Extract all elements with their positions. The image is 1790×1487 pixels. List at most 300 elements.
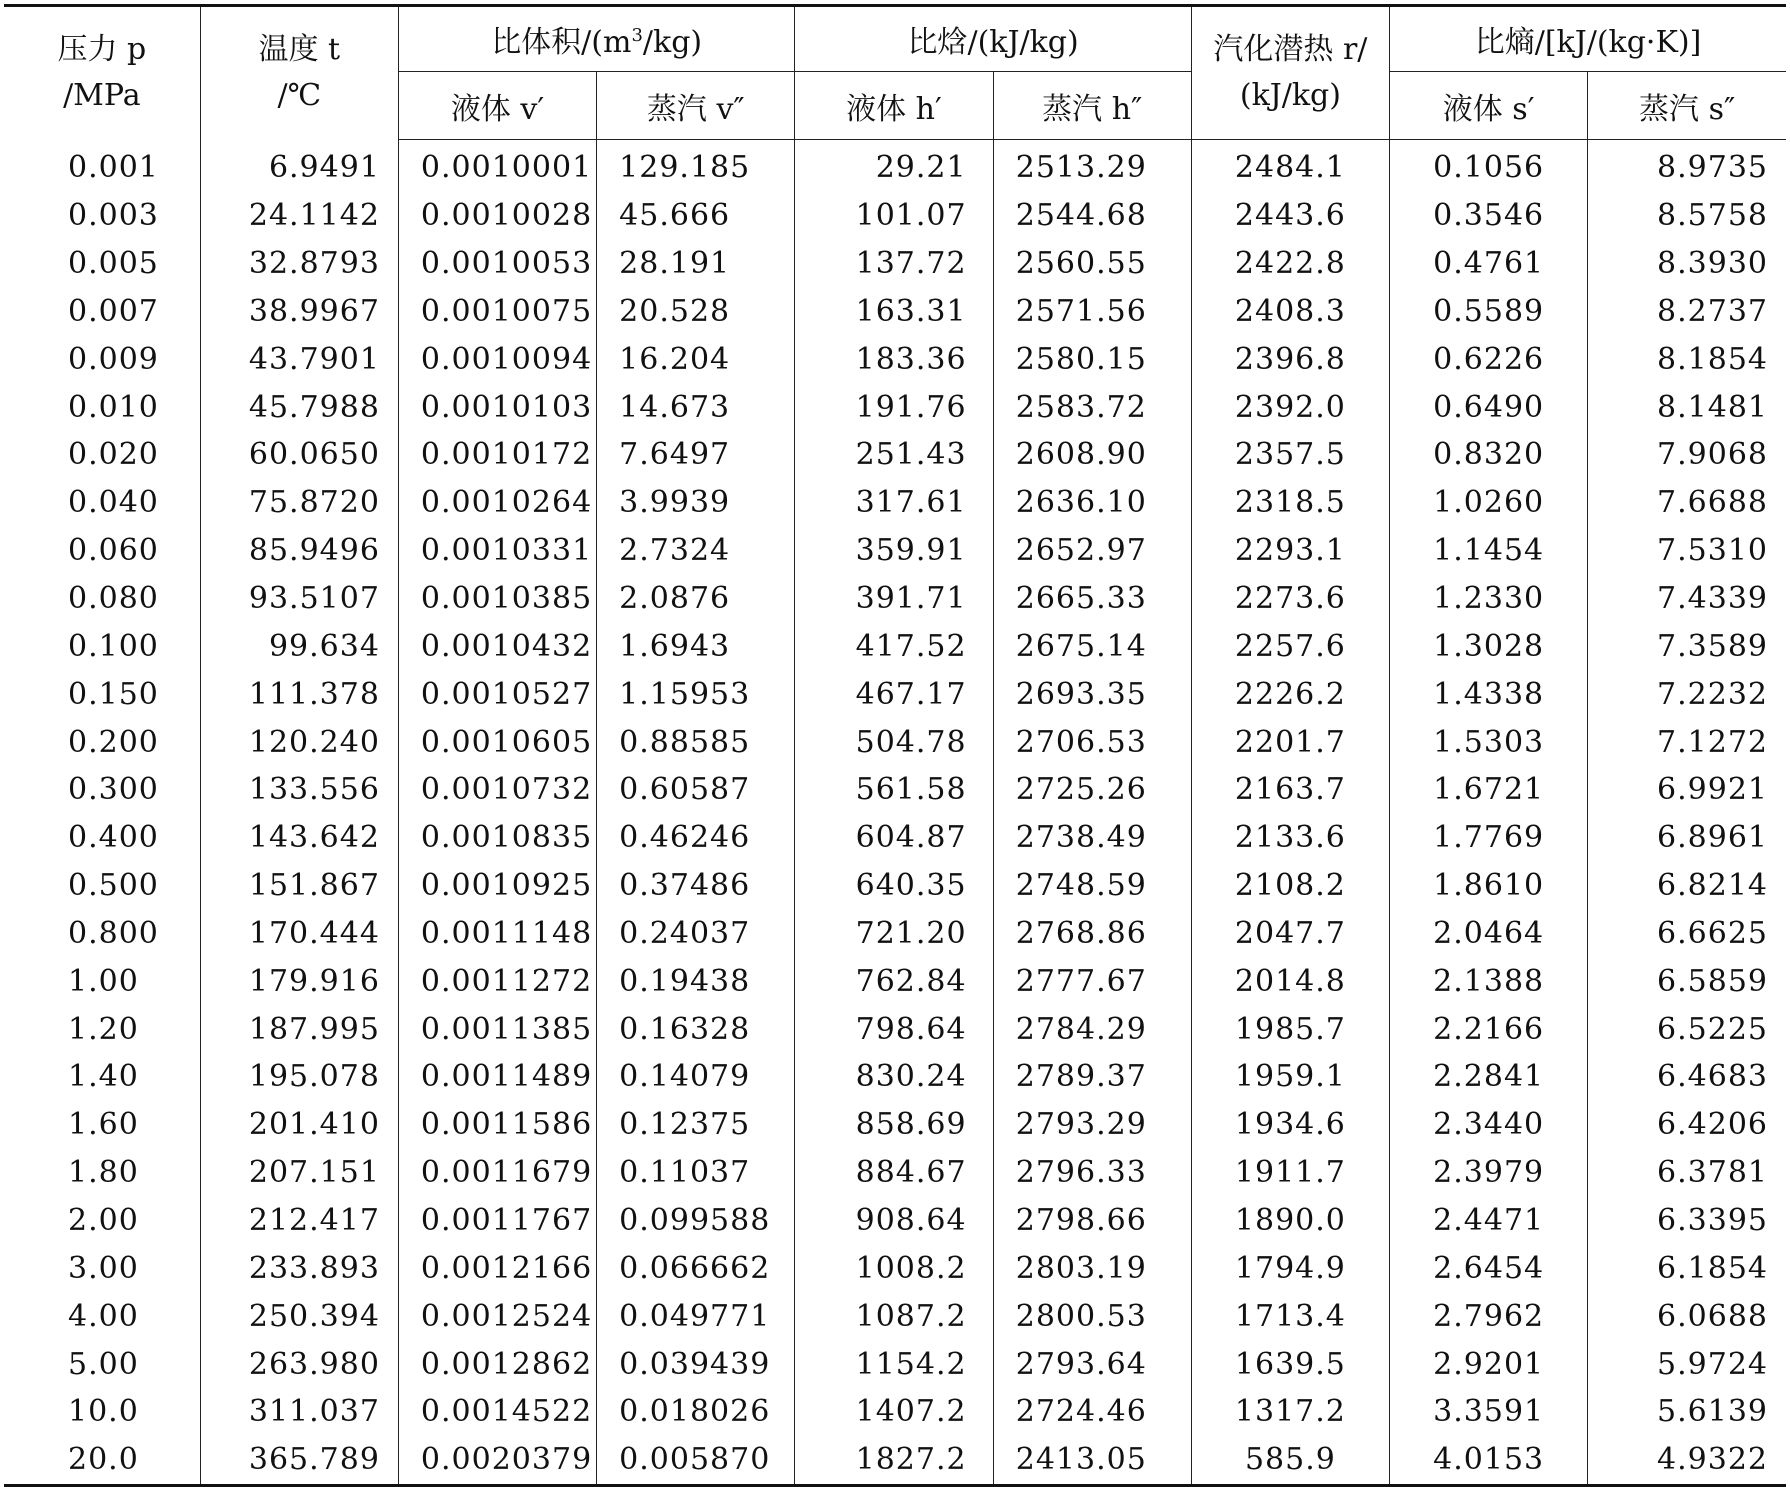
cell-vapor-v: 0.14079 xyxy=(597,1053,795,1101)
cell-temperature: 43.7901 xyxy=(200,335,398,383)
cell-vapor-v: 0.005870 xyxy=(597,1436,795,1485)
cell-liquid-s: 1.3028 xyxy=(1390,622,1588,670)
cell-vapor-h: 2580.15 xyxy=(993,335,1191,383)
cell-pressure: 0.001 xyxy=(4,140,200,192)
cell-liquid-h: 908.64 xyxy=(795,1197,993,1245)
table-row xyxy=(4,383,1786,431)
table-row xyxy=(4,1244,1786,1292)
cell-liquid-h: 467.17 xyxy=(795,670,993,718)
table-row xyxy=(4,575,1786,623)
cell-pressure: 0.003 xyxy=(4,192,200,240)
cell-latent-heat: 2226.2 xyxy=(1191,670,1389,718)
table-row xyxy=(4,910,1786,958)
cell-liquid-h: 317.61 xyxy=(795,479,993,527)
table-row xyxy=(4,1101,1786,1149)
cell-temperature: 207.151 xyxy=(200,1149,398,1197)
cell-vapor-s: 6.8961 xyxy=(1588,814,1786,862)
cell-vapor-s: 8.3930 xyxy=(1588,240,1786,288)
cell-pressure: 0.150 xyxy=(4,670,200,718)
cell-vapor-h: 2675.14 xyxy=(993,622,1191,670)
cell-temperature: 93.5107 xyxy=(200,575,398,623)
table-row xyxy=(4,431,1786,479)
cell-vapor-v: 0.37486 xyxy=(597,862,795,910)
cell-latent-heat: 2443.6 xyxy=(1191,192,1389,240)
cell-vapor-v: 0.039439 xyxy=(597,1340,795,1388)
cell-vapor-s: 7.4339 xyxy=(1588,575,1786,623)
table-row xyxy=(4,192,1786,240)
cell-vapor-s: 7.2232 xyxy=(1588,670,1786,718)
cell-temperature: 179.916 xyxy=(200,957,398,1005)
cell-latent-heat: 2163.7 xyxy=(1191,766,1389,814)
cell-liquid-s: 2.3979 xyxy=(1390,1149,1588,1197)
header-vapor-v: 蒸汽 v″ xyxy=(597,72,795,140)
cell-vapor-s: 6.4206 xyxy=(1588,1101,1786,1149)
header-latent-heat xyxy=(1191,6,1389,140)
cell-liquid-v: 0.0010103 xyxy=(398,383,596,431)
cell-pressure: 0.080 xyxy=(4,575,200,623)
cell-vapor-v: 0.12375 xyxy=(597,1101,795,1149)
cell-temperature: 187.995 xyxy=(200,1005,398,1053)
cell-liquid-h: 884.67 xyxy=(795,1149,993,1197)
header-pressure-line1: 压力 p xyxy=(57,32,147,68)
cell-pressure: 1.20 xyxy=(4,1005,200,1053)
table-body xyxy=(4,140,1786,1486)
cell-latent-heat: 1985.7 xyxy=(1191,1005,1389,1053)
cell-latent-heat: 2408.3 xyxy=(1191,288,1389,336)
cell-vapor-h: 2777.67 xyxy=(993,957,1191,1005)
header-temperature-line1: 温度 t xyxy=(258,32,341,68)
cell-liquid-v: 0.0012862 xyxy=(398,1340,596,1388)
cell-vapor-v: 28.191 xyxy=(597,240,795,288)
table-row xyxy=(4,1436,1786,1485)
cell-vapor-s: 8.1481 xyxy=(1588,383,1786,431)
cell-temperature: 111.378 xyxy=(200,670,398,718)
cell-pressure: 0.500 xyxy=(4,862,200,910)
cell-liquid-s: 2.1388 xyxy=(1390,957,1588,1005)
cell-latent-heat: 2257.6 xyxy=(1191,622,1389,670)
header-pressure-line2: /MPa xyxy=(63,78,141,114)
cell-pressure: 0.400 xyxy=(4,814,200,862)
cell-vapor-h: 2583.72 xyxy=(993,383,1191,431)
cell-vapor-s: 6.1854 xyxy=(1588,1244,1786,1292)
header-entropy: 比熵/[kJ/(kg·K)] xyxy=(1390,6,1786,72)
cell-latent-heat: 2318.5 xyxy=(1191,479,1389,527)
cell-vapor-h: 2665.33 xyxy=(993,575,1191,623)
header-liquid-s: 液体 s′ xyxy=(1390,72,1588,140)
cell-vapor-s: 8.9735 xyxy=(1588,140,1786,192)
header-latent-heat-line1: 汽化潜热 r/ xyxy=(1213,32,1368,67)
table-header xyxy=(4,6,1786,140)
cell-liquid-s: 2.4471 xyxy=(1390,1197,1588,1245)
table-row xyxy=(4,766,1786,814)
table-row xyxy=(4,288,1786,336)
cell-temperature: 38.9967 xyxy=(200,288,398,336)
cell-liquid-s: 1.7769 xyxy=(1390,814,1588,862)
cell-pressure: 0.100 xyxy=(4,622,200,670)
cell-latent-heat: 1639.5 xyxy=(1191,1340,1389,1388)
cell-pressure: 2.00 xyxy=(4,1197,200,1245)
cell-liquid-h: 1827.2 xyxy=(795,1436,993,1485)
cell-vapor-h: 2724.46 xyxy=(993,1388,1191,1436)
cell-temperature: 195.078 xyxy=(200,1053,398,1101)
cell-liquid-h: 762.84 xyxy=(795,957,993,1005)
cell-liquid-h: 137.72 xyxy=(795,240,993,288)
cell-liquid-v: 0.0020379 xyxy=(398,1436,596,1485)
cell-vapor-s: 8.1854 xyxy=(1588,335,1786,383)
saturated-steam-table xyxy=(4,4,1786,1487)
header-enthalpy: 比焓/(kJ/kg) xyxy=(795,6,1191,72)
cell-vapor-s: 7.3589 xyxy=(1588,622,1786,670)
cell-latent-heat: 2396.8 xyxy=(1191,335,1389,383)
cell-vapor-h: 2793.64 xyxy=(993,1340,1191,1388)
header-specific-volume-label: 比体积/(m xyxy=(491,25,632,60)
cell-pressure: 3.00 xyxy=(4,1244,200,1292)
table-row xyxy=(4,1340,1786,1388)
cell-pressure: 1.40 xyxy=(4,1053,200,1101)
cell-temperature: 263.980 xyxy=(200,1340,398,1388)
cell-liquid-h: 721.20 xyxy=(795,910,993,958)
cell-liquid-v: 0.0010094 xyxy=(398,335,596,383)
cell-vapor-s: 5.6139 xyxy=(1588,1388,1786,1436)
cell-liquid-v: 0.0010835 xyxy=(398,814,596,862)
cell-temperature: 170.444 xyxy=(200,910,398,958)
cell-liquid-s: 0.4761 xyxy=(1390,240,1588,288)
cell-liquid-h: 640.35 xyxy=(795,862,993,910)
cell-temperature: 99.634 xyxy=(200,622,398,670)
header-temperature-line2: /℃ xyxy=(277,78,322,114)
cell-vapor-v: 2.7324 xyxy=(597,527,795,575)
table-row xyxy=(4,527,1786,575)
cell-pressure: 0.300 xyxy=(4,766,200,814)
cell-liquid-v: 0.0010172 xyxy=(398,431,596,479)
cell-liquid-h: 417.52 xyxy=(795,622,993,670)
cell-latent-heat: 1911.7 xyxy=(1191,1149,1389,1197)
cell-temperature: 6.9491 xyxy=(200,140,398,192)
cell-vapor-h: 2796.33 xyxy=(993,1149,1191,1197)
cell-liquid-v: 0.0010075 xyxy=(398,288,596,336)
header-liquid-h: 液体 h′ xyxy=(795,72,993,140)
cell-liquid-h: 1008.2 xyxy=(795,1244,993,1292)
cell-vapor-v: 0.19438 xyxy=(597,957,795,1005)
cell-liquid-v: 0.0012166 xyxy=(398,1244,596,1292)
cell-vapor-v: 1.6943 xyxy=(597,622,795,670)
table-row xyxy=(4,335,1786,383)
cell-liquid-s: 2.9201 xyxy=(1390,1340,1588,1388)
cell-liquid-s: 4.0153 xyxy=(1390,1436,1588,1485)
table-row xyxy=(4,479,1786,527)
cell-latent-heat: 1713.4 xyxy=(1191,1292,1389,1340)
cell-latent-heat: 2201.7 xyxy=(1191,718,1389,766)
header-specific-volume xyxy=(398,6,794,72)
table-row xyxy=(4,718,1786,766)
cell-vapor-h: 2413.05 xyxy=(993,1436,1191,1485)
cell-pressure: 0.800 xyxy=(4,910,200,958)
cell-liquid-s: 0.1056 xyxy=(1390,140,1588,192)
cell-liquid-h: 251.43 xyxy=(795,431,993,479)
cell-pressure: 4.00 xyxy=(4,1292,200,1340)
cell-liquid-h: 1154.2 xyxy=(795,1340,993,1388)
cell-liquid-s: 0.3546 xyxy=(1390,192,1588,240)
cell-vapor-h: 2636.10 xyxy=(993,479,1191,527)
cell-liquid-h: 798.64 xyxy=(795,1005,993,1053)
cell-pressure: 1.60 xyxy=(4,1101,200,1149)
cell-temperature: 85.9496 xyxy=(200,527,398,575)
cell-latent-heat: 1959.1 xyxy=(1191,1053,1389,1101)
cell-vapor-h: 2798.66 xyxy=(993,1197,1191,1245)
cell-liquid-s: 2.0464 xyxy=(1390,910,1588,958)
cell-vapor-v: 0.88585 xyxy=(597,718,795,766)
cell-vapor-v: 0.11037 xyxy=(597,1149,795,1197)
cell-vapor-v: 0.24037 xyxy=(597,910,795,958)
cell-temperature: 233.893 xyxy=(200,1244,398,1292)
cell-vapor-h: 2571.56 xyxy=(993,288,1191,336)
table-row xyxy=(4,957,1786,1005)
cell-liquid-s: 1.8610 xyxy=(1390,862,1588,910)
cell-vapor-v: 129.185 xyxy=(597,140,795,192)
cell-vapor-s: 5.9724 xyxy=(1588,1340,1786,1388)
cell-liquid-s: 2.3440 xyxy=(1390,1101,1588,1149)
cell-liquid-h: 604.87 xyxy=(795,814,993,862)
cell-temperature: 250.394 xyxy=(200,1292,398,1340)
cell-liquid-s: 1.4338 xyxy=(1390,670,1588,718)
cell-liquid-s: 1.5303 xyxy=(1390,718,1588,766)
cell-liquid-v: 0.0010925 xyxy=(398,862,596,910)
cell-pressure: 0.010 xyxy=(4,383,200,431)
cell-vapor-h: 2544.68 xyxy=(993,192,1191,240)
table-row xyxy=(4,814,1786,862)
cell-pressure: 1.00 xyxy=(4,957,200,1005)
cell-temperature: 143.642 xyxy=(200,814,398,862)
cell-vapor-s: 8.2737 xyxy=(1588,288,1786,336)
cell-temperature: 75.8720 xyxy=(200,479,398,527)
cell-vapor-s: 6.3781 xyxy=(1588,1149,1786,1197)
cell-latent-heat: 1794.9 xyxy=(1191,1244,1389,1292)
cell-temperature: 201.410 xyxy=(200,1101,398,1149)
cell-temperature: 311.037 xyxy=(200,1388,398,1436)
cell-liquid-v: 0.0010432 xyxy=(398,622,596,670)
cell-vapor-h: 2560.55 xyxy=(993,240,1191,288)
cell-liquid-s: 1.1454 xyxy=(1390,527,1588,575)
cell-latent-heat: 2484.1 xyxy=(1191,140,1389,192)
cell-liquid-s: 3.3591 xyxy=(1390,1388,1588,1436)
cell-latent-heat: 2293.1 xyxy=(1191,527,1389,575)
cell-liquid-v: 0.0011148 xyxy=(398,910,596,958)
cell-liquid-h: 101.07 xyxy=(795,192,993,240)
cell-latent-heat: 585.9 xyxy=(1191,1436,1389,1485)
table-row xyxy=(4,1149,1786,1197)
cell-vapor-s: 7.6688 xyxy=(1588,479,1786,527)
cell-liquid-v: 0.0012524 xyxy=(398,1292,596,1340)
cell-liquid-h: 1407.2 xyxy=(795,1388,993,1436)
cell-liquid-s: 2.7962 xyxy=(1390,1292,1588,1340)
header-pressure xyxy=(4,6,200,140)
cell-liquid-h: 1087.2 xyxy=(795,1292,993,1340)
cell-vapor-v: 0.16328 xyxy=(597,1005,795,1053)
header-specific-volume-sup: 3 xyxy=(631,25,643,46)
cell-vapor-v: 45.666 xyxy=(597,192,795,240)
cell-vapor-v: 16.204 xyxy=(597,335,795,383)
cell-temperature: 32.8793 xyxy=(200,240,398,288)
cell-vapor-v: 0.60587 xyxy=(597,766,795,814)
cell-temperature: 133.556 xyxy=(200,766,398,814)
cell-liquid-h: 191.76 xyxy=(795,383,993,431)
cell-liquid-s: 2.2841 xyxy=(1390,1053,1588,1101)
cell-vapor-s: 6.5225 xyxy=(1588,1005,1786,1053)
cell-pressure: 0.007 xyxy=(4,288,200,336)
cell-latent-heat: 2133.6 xyxy=(1191,814,1389,862)
cell-vapor-s: 6.4683 xyxy=(1588,1053,1786,1101)
cell-pressure: 0.005 xyxy=(4,240,200,288)
cell-latent-heat: 1934.6 xyxy=(1191,1101,1389,1149)
cell-liquid-h: 561.58 xyxy=(795,766,993,814)
cell-vapor-v: 0.049771 xyxy=(597,1292,795,1340)
cell-liquid-v: 0.0011489 xyxy=(398,1053,596,1101)
cell-liquid-v: 0.0010732 xyxy=(398,766,596,814)
header-liquid-v: 液体 v′ xyxy=(398,72,596,140)
cell-vapor-s: 8.5758 xyxy=(1588,192,1786,240)
cell-vapor-h: 2793.29 xyxy=(993,1101,1191,1149)
cell-liquid-h: 29.21 xyxy=(795,140,993,192)
header-vapor-s: 蒸汽 s″ xyxy=(1588,72,1786,140)
header-temperature xyxy=(200,6,398,140)
cell-vapor-h: 2513.29 xyxy=(993,140,1191,192)
cell-temperature: 151.867 xyxy=(200,862,398,910)
cell-vapor-h: 2784.29 xyxy=(993,1005,1191,1053)
cell-pressure: 20.0 xyxy=(4,1436,200,1485)
cell-vapor-v: 0.018026 xyxy=(597,1388,795,1436)
cell-latent-heat: 2392.0 xyxy=(1191,383,1389,431)
cell-liquid-s: 2.2166 xyxy=(1390,1005,1588,1053)
cell-pressure: 1.80 xyxy=(4,1149,200,1197)
cell-liquid-v: 0.0011272 xyxy=(398,957,596,1005)
cell-vapor-v: 14.673 xyxy=(597,383,795,431)
table-row xyxy=(4,140,1786,192)
cell-temperature: 45.7988 xyxy=(200,383,398,431)
cell-vapor-s: 6.6625 xyxy=(1588,910,1786,958)
cell-vapor-s: 7.5310 xyxy=(1588,527,1786,575)
cell-vapor-s: 6.5859 xyxy=(1588,957,1786,1005)
cell-pressure: 0.060 xyxy=(4,527,200,575)
cell-vapor-h: 2789.37 xyxy=(993,1053,1191,1101)
cell-liquid-h: 858.69 xyxy=(795,1101,993,1149)
cell-liquid-h: 163.31 xyxy=(795,288,993,336)
cell-liquid-v: 0.0014522 xyxy=(398,1388,596,1436)
cell-vapor-v: 3.9939 xyxy=(597,479,795,527)
cell-liquid-v: 0.0011679 xyxy=(398,1149,596,1197)
header-specific-volume-label-end: /kg) xyxy=(642,25,703,60)
cell-vapor-s: 6.8214 xyxy=(1588,862,1786,910)
cell-liquid-v: 0.0010385 xyxy=(398,575,596,623)
cell-liquid-v: 0.0011586 xyxy=(398,1101,596,1149)
cell-temperature: 365.789 xyxy=(200,1436,398,1485)
table-row xyxy=(4,670,1786,718)
cell-vapor-s: 4.9322 xyxy=(1588,1436,1786,1485)
cell-vapor-v: 0.066662 xyxy=(597,1244,795,1292)
cell-liquid-s: 0.6226 xyxy=(1390,335,1588,383)
cell-pressure: 10.0 xyxy=(4,1388,200,1436)
table-row xyxy=(4,1005,1786,1053)
cell-vapor-v: 1.15953 xyxy=(597,670,795,718)
cell-latent-heat: 1317.2 xyxy=(1191,1388,1389,1436)
cell-latent-heat: 2422.8 xyxy=(1191,240,1389,288)
cell-liquid-h: 183.36 xyxy=(795,335,993,383)
cell-liquid-h: 359.91 xyxy=(795,527,993,575)
cell-vapor-s: 6.0688 xyxy=(1588,1292,1786,1340)
cell-latent-heat: 2273.6 xyxy=(1191,575,1389,623)
cell-liquid-s: 0.5589 xyxy=(1390,288,1588,336)
cell-vapor-v: 20.528 xyxy=(597,288,795,336)
cell-vapor-h: 2768.86 xyxy=(993,910,1191,958)
cell-liquid-h: 830.24 xyxy=(795,1053,993,1101)
cell-vapor-h: 2803.19 xyxy=(993,1244,1191,1292)
cell-liquid-h: 391.71 xyxy=(795,575,993,623)
cell-liquid-v: 0.0010001 xyxy=(398,140,596,192)
cell-liquid-v: 0.0010527 xyxy=(398,670,596,718)
cell-temperature: 120.240 xyxy=(200,718,398,766)
cell-vapor-s: 7.9068 xyxy=(1588,431,1786,479)
cell-temperature: 212.417 xyxy=(200,1197,398,1245)
cell-liquid-s: 2.6454 xyxy=(1390,1244,1588,1292)
cell-liquid-v: 0.0011767 xyxy=(398,1197,596,1245)
cell-vapor-h: 2652.97 xyxy=(993,527,1191,575)
cell-liquid-v: 0.0010605 xyxy=(398,718,596,766)
cell-latent-heat: 1890.0 xyxy=(1191,1197,1389,1245)
cell-pressure: 0.020 xyxy=(4,431,200,479)
cell-pressure: 0.200 xyxy=(4,718,200,766)
cell-liquid-v: 0.0010331 xyxy=(398,527,596,575)
cell-latent-heat: 2047.7 xyxy=(1191,910,1389,958)
header-latent-heat-line2: (kJ/kg) xyxy=(1239,78,1341,113)
cell-liquid-s: 0.6490 xyxy=(1390,383,1588,431)
header-vapor-h: 蒸汽 h″ xyxy=(993,72,1191,140)
cell-vapor-h: 2693.35 xyxy=(993,670,1191,718)
cell-latent-heat: 2357.5 xyxy=(1191,431,1389,479)
cell-liquid-v: 0.0010053 xyxy=(398,240,596,288)
cell-liquid-s: 1.2330 xyxy=(1390,575,1588,623)
cell-vapor-h: 2748.59 xyxy=(993,862,1191,910)
cell-liquid-s: 1.6721 xyxy=(1390,766,1588,814)
cell-vapor-h: 2800.53 xyxy=(993,1292,1191,1340)
cell-liquid-v: 0.0010264 xyxy=(398,479,596,527)
cell-vapor-h: 2706.53 xyxy=(993,718,1191,766)
table-row xyxy=(4,240,1786,288)
cell-vapor-v: 7.6497 xyxy=(597,431,795,479)
cell-temperature: 60.0650 xyxy=(200,431,398,479)
cell-vapor-h: 2738.49 xyxy=(993,814,1191,862)
cell-pressure: 5.00 xyxy=(4,1340,200,1388)
table-row xyxy=(4,622,1786,670)
cell-latent-heat: 2014.8 xyxy=(1191,957,1389,1005)
table-row xyxy=(4,1292,1786,1340)
table-row xyxy=(4,1388,1786,1436)
cell-vapor-s: 6.3395 xyxy=(1588,1197,1786,1245)
cell-vapor-s: 7.1272 xyxy=(1588,718,1786,766)
cell-liquid-s: 0.8320 xyxy=(1390,431,1588,479)
cell-vapor-v: 0.099588 xyxy=(597,1197,795,1245)
cell-pressure: 0.040 xyxy=(4,479,200,527)
table-row xyxy=(4,1053,1786,1101)
cell-vapor-v: 2.0876 xyxy=(597,575,795,623)
table-row xyxy=(4,862,1786,910)
cell-temperature: 24.1142 xyxy=(200,192,398,240)
cell-vapor-h: 2725.26 xyxy=(993,766,1191,814)
cell-liquid-s: 1.0260 xyxy=(1390,479,1588,527)
cell-pressure: 0.009 xyxy=(4,335,200,383)
cell-liquid-h: 504.78 xyxy=(795,718,993,766)
cell-liquid-v: 0.0010028 xyxy=(398,192,596,240)
cell-latent-heat: 2108.2 xyxy=(1191,862,1389,910)
cell-vapor-h: 2608.90 xyxy=(993,431,1191,479)
